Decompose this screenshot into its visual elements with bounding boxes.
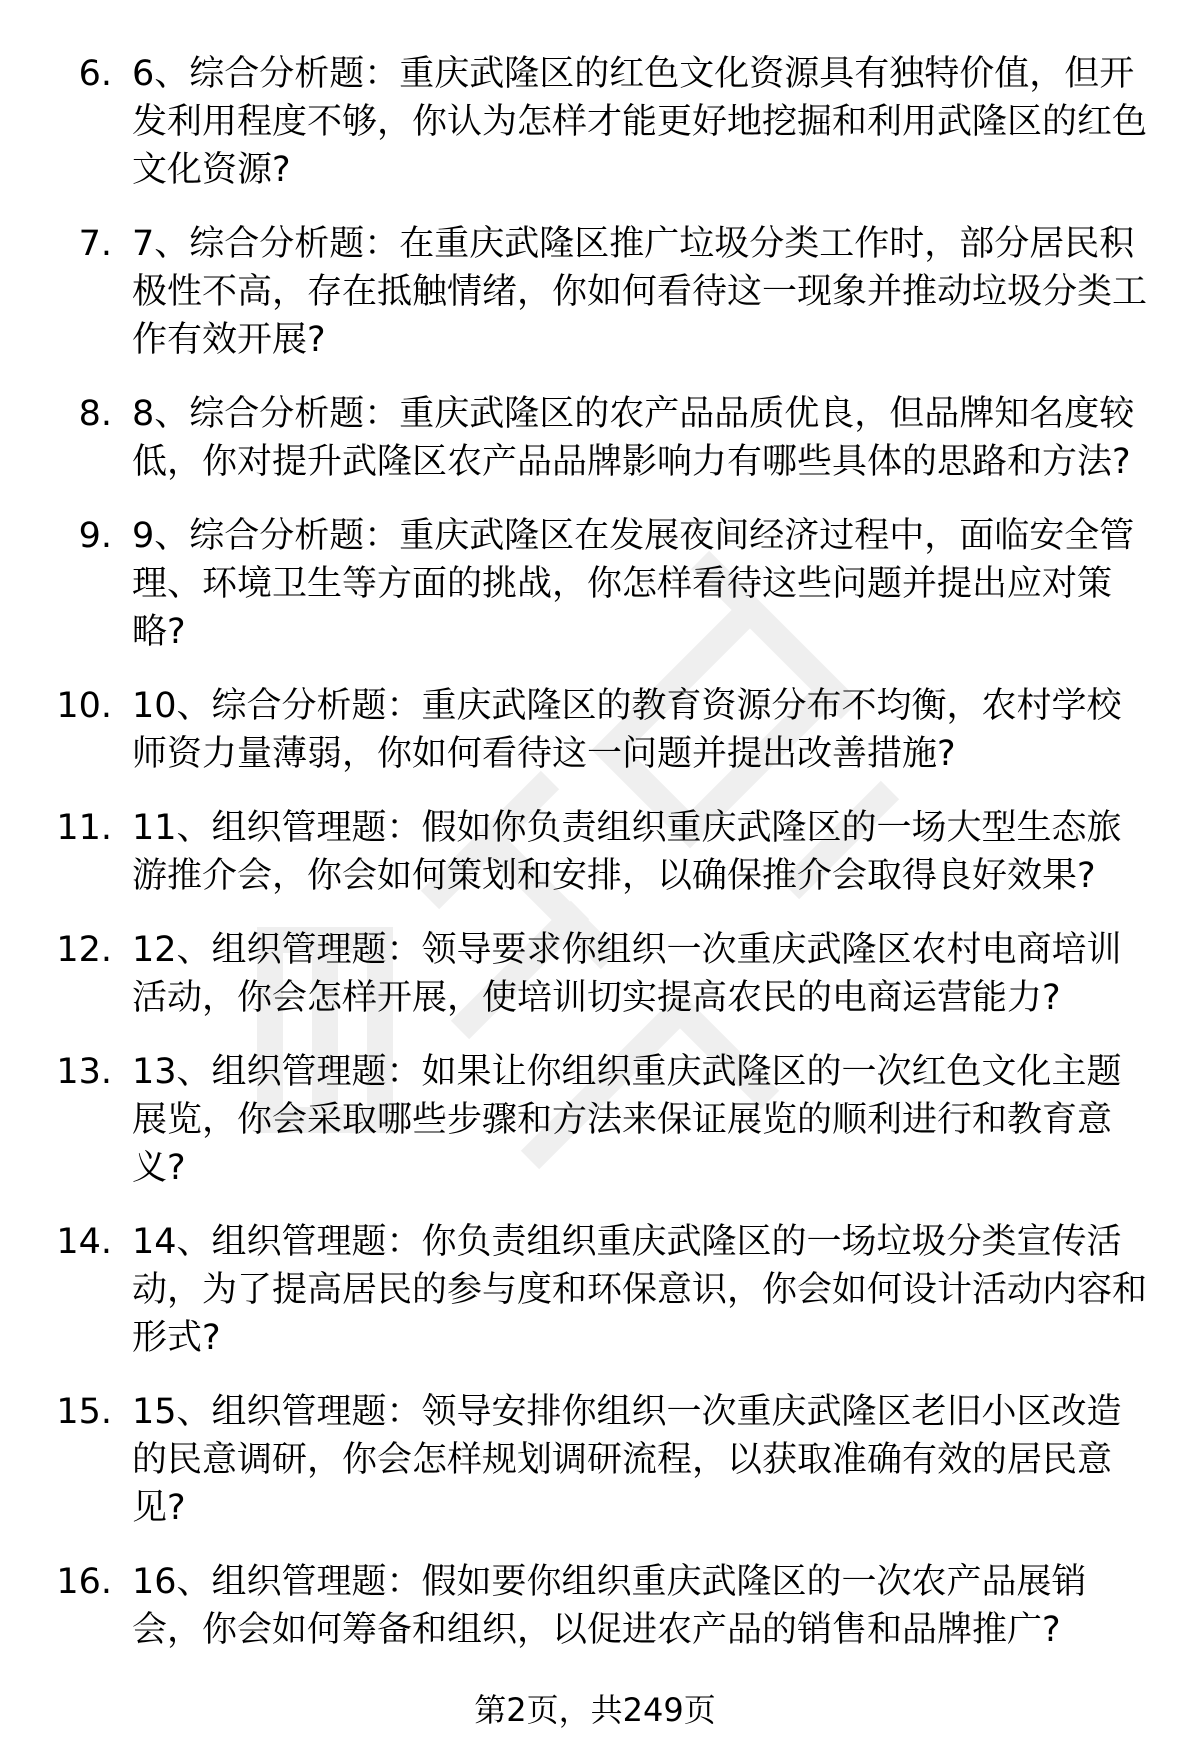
page-number-footer: 第2页，共249页	[474, 1691, 716, 1729]
question-number: 11.	[56, 808, 112, 848]
question-number: 13.	[56, 1052, 112, 1092]
question-number: 9.	[78, 516, 112, 556]
question-list	[0, 50, 1190, 1680]
question-text: 13、组织管理题：如果让你组织重庆武隆区的一次红色文化主题展览，你会采取哪些步骤和方法来保证展览的顺利进行和教育意义?	[132, 1052, 1122, 1188]
question-item-15	[0, 1388, 1190, 1532]
question-number: 10.	[56, 686, 112, 726]
question-text: 7、综合分析题：在重庆武隆区推广垃圾分类工作时，部分居民积极性不高，存在抵触情绪，你如何看待这一现象并推动垃圾分类工作有效开展?	[132, 224, 1148, 360]
question-item-7	[0, 220, 1190, 364]
question-text: 10、综合分析题：重庆武隆区的教育资源分布不均衡，农村学校师资力量薄弱，你如何看待这一问题并提出改善措施?	[132, 686, 1122, 774]
question-text: 9、综合分析题：重庆武隆区在发展夜间经济过程中，面临安全管理、环境卫生等方面的挑战，你怎样看待这些问题并提出应对策略?	[132, 516, 1135, 652]
question-number: 12.	[56, 930, 112, 970]
question-item-6	[0, 50, 1190, 194]
question-item-13	[0, 1048, 1190, 1192]
question-number: 14.	[56, 1222, 112, 1262]
question-number: 7.	[78, 224, 112, 264]
question-item-11	[0, 804, 1190, 900]
question-text: 11、组织管理题：假如你负责组织重庆武隆区的一场大型生态旅游推介会，你会如何策划和安排，以确保推介会取得良好效果?	[132, 808, 1122, 896]
question-text: 14、组织管理题：你负责组织重庆武隆区的一场垃圾分类宣传活动，为了提高居民的参与度和环保意识，你会如何设计活动内容和形式?	[132, 1222, 1148, 1358]
question-item-16	[0, 1558, 1190, 1654]
question-item-9	[0, 512, 1190, 656]
question-number: 6.	[78, 54, 112, 94]
question-item-10	[0, 682, 1190, 778]
question-item-8	[0, 390, 1190, 486]
question-text: 6、综合分析题：重庆武隆区的红色文化资源具有独特价值，但开发利用程度不够，你认为怎样才能更好地挖掘和利用武隆区的红色文化资源?	[132, 54, 1148, 190]
question-text: 8、综合分析题：重庆武隆区的农产品品质优良，但品牌知名度较低，你对提升武隆区农产品品牌影响力有哪些具体的思路和方法?	[132, 394, 1135, 482]
question-number: 8.	[78, 394, 112, 434]
question-text: 15、组织管理题：领导安排你组织一次重庆武隆区老旧小区改造的民意调研，你会怎样规划调研流程，以获取准确有效的居民意见?	[132, 1392, 1122, 1528]
question-number: 16.	[56, 1562, 112, 1602]
question-text: 12、组织管理题：领导要求你组织一次重庆武隆区农村电商培训活动，你会怎样开展，使培训切实提高农民的电商运营能力?	[132, 930, 1122, 1018]
question-text: 16、组织管理题：假如要你组织重庆武隆区的一次农产品展销会，你会如何筹备和组织，以促进农产品的销售和品牌推广?	[132, 1562, 1087, 1650]
question-number: 15.	[56, 1392, 112, 1432]
question-item-14	[0, 1218, 1190, 1362]
question-item-12	[0, 926, 1190, 1022]
